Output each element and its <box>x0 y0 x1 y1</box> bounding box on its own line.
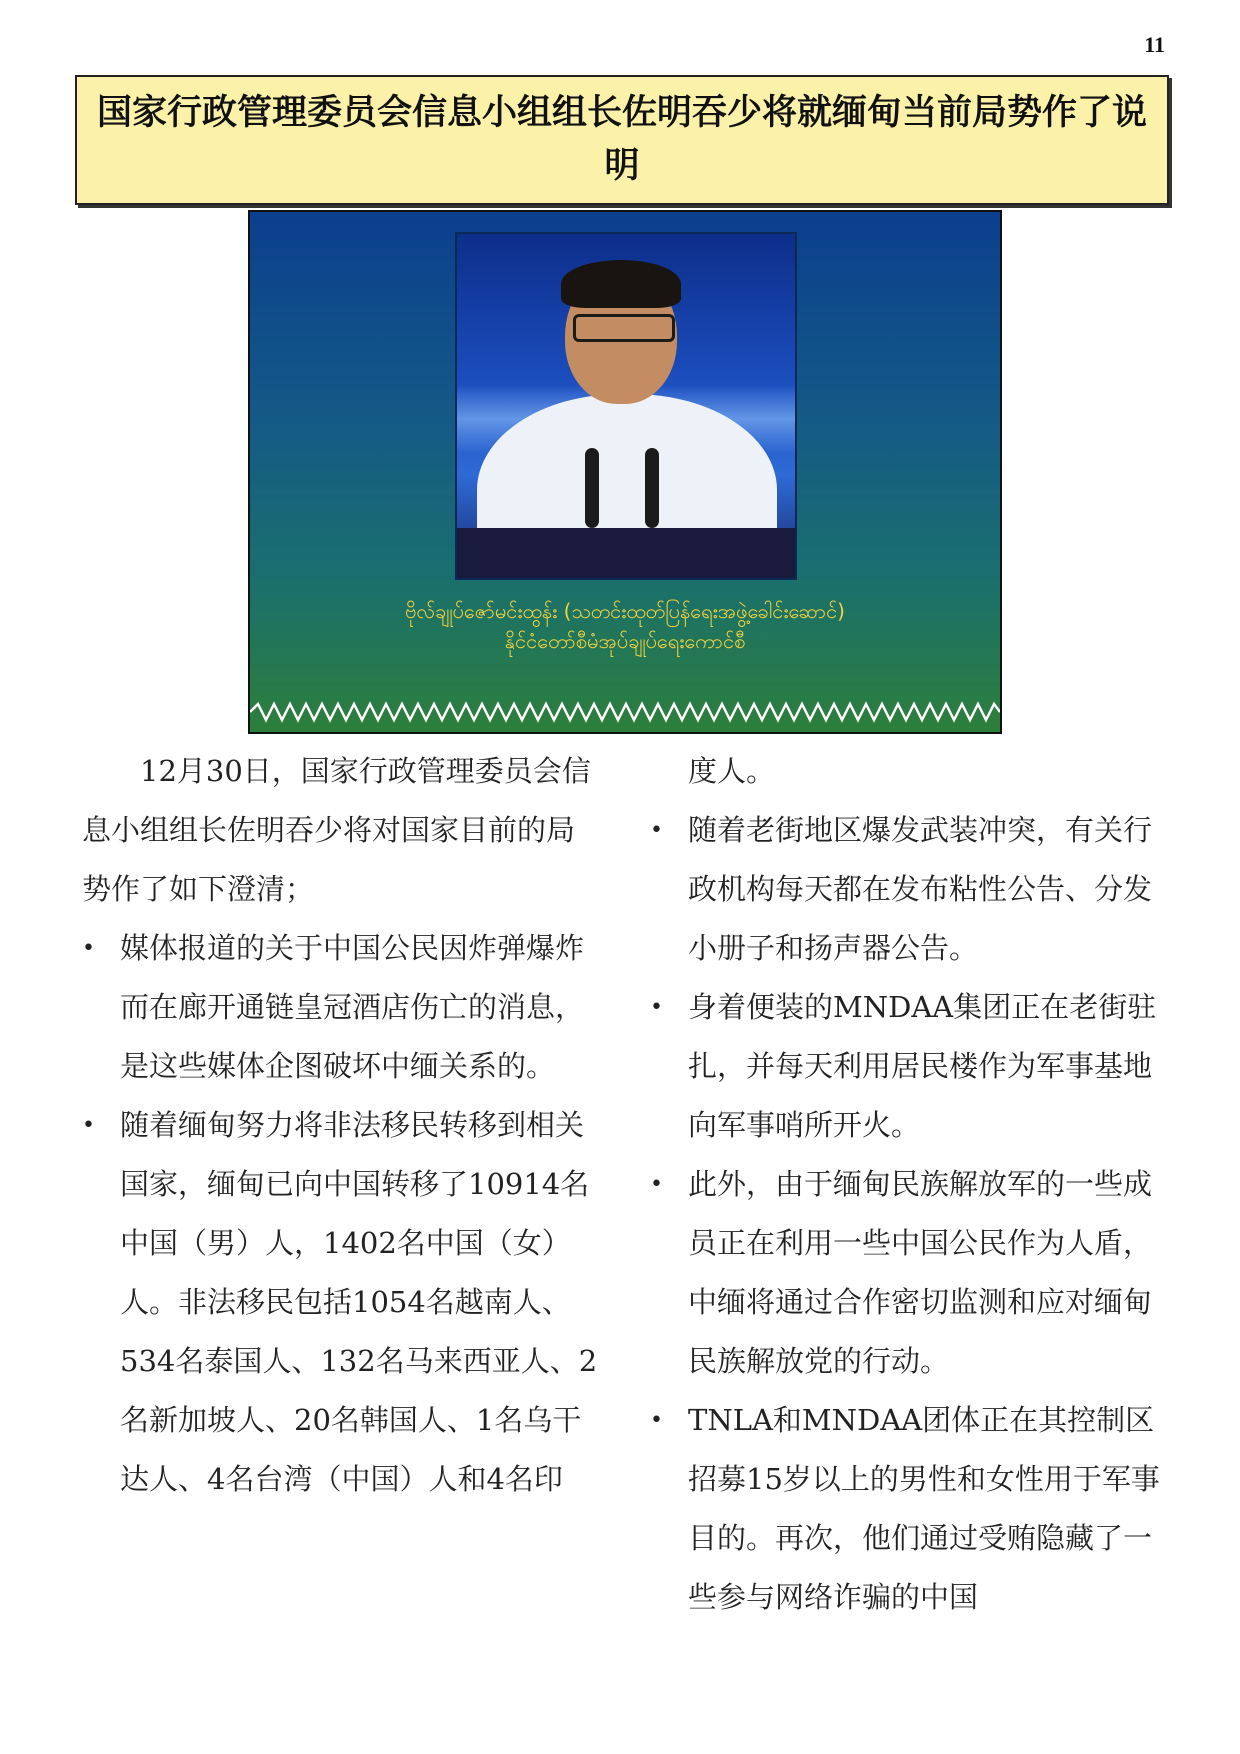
bullet-icon: • <box>82 936 95 961</box>
headline-box <box>75 75 1169 205</box>
list-item-continuation: 度人。 <box>688 754 776 788</box>
decorative-wave <box>250 696 1000 728</box>
headline: 国家行政管理委员会信息小组组长佐明吞少将就缅甸当前局势作了说明 <box>96 93 1147 186</box>
list-item <box>650 801 1170 978</box>
list-item-text: 媒体报道的关于中国公民因炸弹爆炸而在廊开通链皇冠酒店伤亡的消息，是这些媒体企图破坏中缅关系的。 <box>120 931 585 1083</box>
bullet-icon: • <box>650 818 663 843</box>
list-item <box>82 919 602 1096</box>
list-item <box>650 1391 1170 1627</box>
speaker-glasses <box>573 314 675 342</box>
bullet-list-right <box>650 801 1170 1627</box>
list-item-text: 随着老街地区爆发武装冲突，有关行政机构每天都在发布粘性公告、分发小册子和扬声器公告。 <box>688 813 1153 965</box>
article-intro: 12月30日，国家行政管理委员会信息小组组长佐明吞少将对国家目前的局势作了如下澄清； <box>82 754 591 906</box>
bullet-icon: • <box>650 1408 663 1433</box>
article-column-left <box>82 742 602 1509</box>
list-item-text: 随着缅甸努力将非法移民转移到相关国家，缅甸已向中国转移了10914名中国（男）人，1402名中国（女）人。非法移民包括1054名越南人、534名泰国人、132名马来西亚人、2名新加坡人、20名韩国人、1名乌干达人、4名台湾（中国）人和4名印 <box>120 1108 598 1496</box>
list-item-text: TNLA和MNDAA团体正在其控制区招募15岁以上的男性和女性用于军事目的。再次，他们通过受贿隐藏了一些参与网络诈骗的中国 <box>688 1403 1160 1614</box>
microphone-icon <box>585 448 599 528</box>
speaker-hair <box>561 260 681 308</box>
article-column-right <box>650 742 1170 1627</box>
speaker-video-frame <box>455 232 797 580</box>
news-photo <box>248 210 1002 734</box>
photo-caption <box>250 596 1000 656</box>
photo-caption-line-2: နိုင်ငံတော်စီမံအုပ်ချုပ်ရေးကောင်စီ <box>504 629 746 653</box>
microphone-icon <box>645 448 659 528</box>
list-item-text: 此外，由于缅甸民族解放军的一些成员正在利用一些中国公民作为人盾，中缅将通过合作密切监测和应对缅甸民族解放党的行动。 <box>688 1167 1153 1378</box>
list-item-text: 身着便装的MNDAA集团正在老街驻扎，并每天利用居民楼作为军事基地向军事哨所开火。 <box>688 990 1157 1142</box>
bullet-icon: • <box>650 995 663 1020</box>
bullet-icon: • <box>650 1172 663 1197</box>
list-item <box>650 1155 1170 1391</box>
photo-caption-line-1: ဗိုလ်ချုပ်ဇော်မင်းထွန်း (သတင်းထုတ်ပြန်ရေးအဖွဲ့ခေါင်းဆောင်) <box>405 599 845 623</box>
bullet-icon: • <box>82 1113 95 1138</box>
list-item <box>82 1096 602 1509</box>
bullet-list-left <box>82 919 602 1509</box>
list-item <box>650 978 1170 1155</box>
podium <box>457 528 795 578</box>
page-number: 11 <box>1144 32 1165 57</box>
